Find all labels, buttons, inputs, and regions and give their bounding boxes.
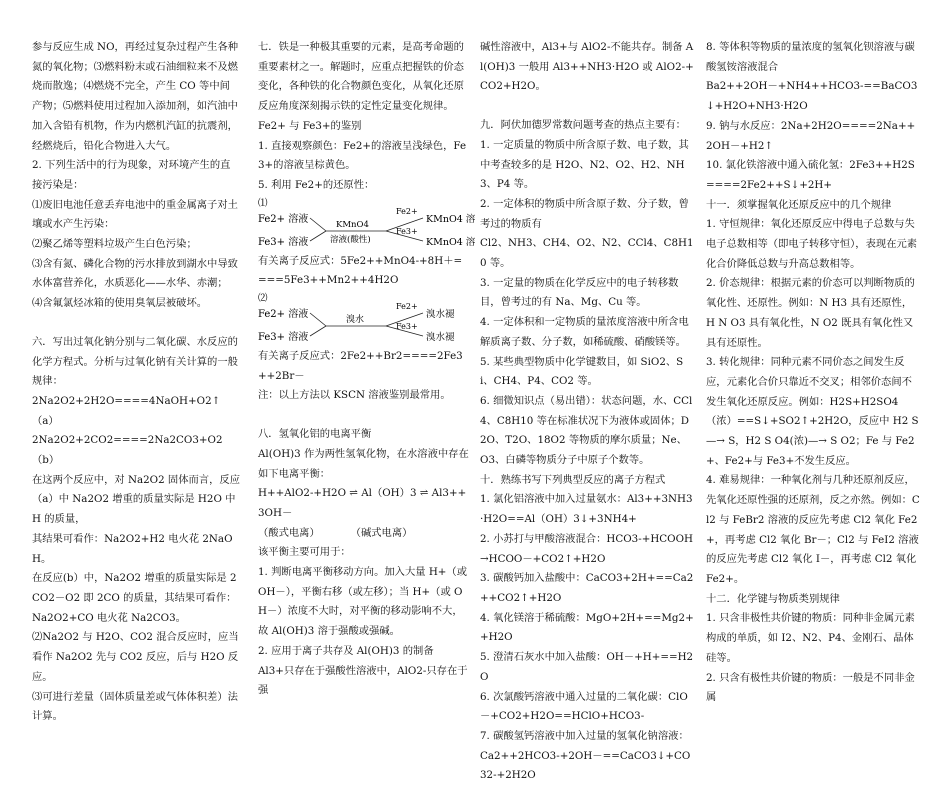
reagent-label: 溴水 bbox=[346, 315, 365, 326]
equation: 其结果可看作：Na2O2+H2 电火花 2NaOH。 bbox=[32, 532, 233, 565]
paragraph: ⑴废旧电池任意丢弃电池中的重金属离子对土壤或水产生污染： bbox=[32, 198, 238, 231]
result-label: KMnO4 溶 bbox=[426, 213, 476, 225]
diagram-prefix: ⑴ bbox=[258, 197, 268, 209]
paragraph: 3. 转化规律：同种元素不同价态之间发生反应，元素化合价只靠近不交叉；相邻价态间不发生氧化还原反应。例如：H2S+H2SO4（浓）==S↓+SO2↑+2H2O，反应中 H2 S —→ S，H2 S O4(浓)—→ S O2；Fe 与 Fe2+、Fe2+与 Fe3+不发生反应。 bbox=[706, 356, 919, 467]
section-heading: 六．写出过氧化钠分别与二氧化碳、水反应的化学方程式。分析与过氧化钠有关计算的一般规律： bbox=[32, 335, 238, 388]
equilibrium-equation: H++AlO2-+H2O ⇌ Al（OH）3 ⇌ Al3++3OH－ bbox=[258, 487, 467, 519]
equilibrium-labels: （酸式电离） （碱式电离） bbox=[258, 526, 413, 539]
equation: 4. 氧化镁溶于稀硫酸：MgO+2H+==Mg2++H2O bbox=[480, 611, 694, 644]
section-heading: 十一．须掌握氧化还原反应中的几个规律 bbox=[706, 198, 892, 211]
fe3-solution: Fe3+ 溶液 bbox=[258, 236, 309, 248]
equation: 有关离子反应式：2Fe2++Br2====2Fe3++2Br－ bbox=[258, 350, 463, 382]
fe3-ion-label: Fe3+ bbox=[396, 322, 418, 332]
column-3 bbox=[480, 38, 694, 786]
paragraph: 在反应(b）中，Na2O2 增重的质量实际是 2CO2－O2 即 2CO 的质量，其结果可看作：Na2O2+CO 电火花 Na2CO3。 bbox=[32, 572, 237, 624]
paragraph: 6. 细微知识点（易出错）：状态问题，水、CCl4、C8H10 等在标准状况下为液体或固体；D2O、T2O、18O2 等物质的摩尔质量；Ne、O3、白磷等物质分子中原子个数等。 bbox=[480, 394, 693, 467]
paragraph: 2. 应用于离子共存及 Al(OH)3 的制备 bbox=[258, 644, 434, 657]
paragraph: 1. 只含非极性共价键的物质：同种非金属元素构成的单质，如 I2、N2、P4、金刚石、晶体硅等。 bbox=[706, 612, 915, 664]
equation: 2. 小苏打与甲酸溶液混合：HCO3-+HCOOH→HCOO－+CO2↑+H2O bbox=[480, 532, 694, 565]
equation: 5. 澄清石灰水中加入盐酸：OH－+H+==H2O bbox=[480, 651, 694, 683]
section-heading: 七．铁是一种极其重要的元素，是高考命题的重要素材之一。解题时，应重点把握铁的价态变化，各种铁的化合物颜色变化，从氧化还原反应角度深刻揭示铁的定性定量变化规律。 bbox=[258, 41, 464, 113]
paragraph: 4. 一定体积和一定物质的量浓度溶液中所含电解质离子数、分子数，如稀硫酸、硝酸镁等。 bbox=[480, 316, 689, 348]
section-heading: 十二．化学键与物质类别规律 bbox=[706, 592, 840, 605]
fe2-solution: Fe2+ 溶液 bbox=[258, 213, 309, 225]
paragraph: ⑶含有氮、磷化合物的污水排放到湖水中导致水体富营养化，水质恶化——水华、赤潮； bbox=[32, 257, 238, 290]
equation: 7. 碳酸氢钙溶液中加入过量的氢氧化钠溶液：Ca2++2HCO3-+2OH－==CaCO3↓+CO32-+2H2O bbox=[480, 729, 691, 782]
paragraph: 参与反应生成 NO，再经过复杂过程产生各种氮的氧化物；⑶燃料粉末或石油细粒来不及燃烧而散逸；⑷燃烧不完全，产生 CO 等中间产物；⑸燃料使用过程加入添加剂，如汽油中加入含铅有机物，作为内燃机汽缸的抗震剂，经燃烧后，铅化合物进入大气。 bbox=[32, 41, 239, 152]
reagent-label: KMnO4 bbox=[336, 219, 369, 230]
fe3-ion-label: Fe3+ bbox=[396, 226, 418, 236]
section-heading: 十．熟练书写下列典型反应的离子方程式 bbox=[480, 473, 666, 486]
equation: 9. 钠与水反应：2Na+2H2O====2Na++2OH－+H2↑ bbox=[706, 119, 916, 152]
paragraph: Al3+只存在于强酸性溶液中，AlO2-只存在于强 bbox=[258, 664, 468, 697]
fe3-solution: Fe3+ 溶液 bbox=[258, 332, 309, 344]
column-4 bbox=[706, 38, 920, 708]
paragraph: ⑵聚乙烯等塑料垃圾产生白色污染； bbox=[32, 238, 197, 251]
equation: 3. 碳酸钙加入盐酸中：CaCO3+2H+==Ca2++CO2↑+H2O bbox=[480, 572, 694, 604]
section-heading: 九．阿伏加德罗常数问题考查的热点主要有： bbox=[480, 119, 686, 132]
section-heading: 八．氢氧化铝的电离平衡 bbox=[258, 428, 372, 441]
paragraph: 5. 利用 Fe2+的还原性： bbox=[258, 178, 375, 191]
fe2-ion-label: Fe2+ bbox=[396, 206, 418, 216]
equation: 有关离子反应式：5Fe2++MnO4-+8H＋====5Fe3++Mn2++4H2O bbox=[258, 254, 463, 287]
paragraph: Al(OH)3 作为两性氢氧化物，在水溶液中存在如下电离平衡： bbox=[258, 447, 469, 480]
equation: Ba2++2OH－+NH4++HCO3-==BaCO3↓+H2O+NH3·H2O bbox=[706, 80, 918, 113]
fe2-solution: Fe2+ 溶液 bbox=[258, 309, 309, 321]
bromine-test-diagram bbox=[258, 291, 470, 347]
paragraph: 在这两个反应中，对 Na2O2 固体而言，反应（a）中 Na2O2 增重的质量实际是 H2O 中 H 的质量， bbox=[32, 473, 240, 526]
paragraph: ⑶可进行差量（固体质量差或气体体积差）法计算。 bbox=[32, 690, 238, 723]
paragraph: 碱性溶液中，Al3+与 AlO2-不能共存。制备 Al(OH)3 一般用 Al3++NH3·H2O 或 AlO2-+CO2+H2O。 bbox=[480, 41, 694, 93]
paragraph: ⑵Na2O2 与 H2O、CO2 混合反应时，应当看作 Na2O2 先与 CO2 反应，后与 H2O 反应。 bbox=[32, 631, 239, 683]
result-label: 溴水褪 bbox=[426, 332, 455, 344]
paragraph: 3. 一定量的物质在化学反应中的电子转移数目，曾考过的有 Na、Mg、Cu 等。 bbox=[480, 276, 679, 309]
paragraph: 2. 价态规律：根据元素的价态可以判断物质的氧化性、还原性。例如：N H3 具有还原性，H N O3 具有氧化性，N O2 既具有氧化性又具有还原性。 bbox=[706, 277, 915, 349]
paragraph: 该平衡主要可用于： bbox=[258, 546, 351, 559]
paragraph: 1. 守恒规律：氧化还原反应中得电子总数与失电子总数相等（即电子转移守恒），表现在元素化合价降低总数与升高总数相等。 bbox=[706, 218, 918, 270]
paragraph: 5. 某些典型物质中化学键数目，如 SiO2、Si、CH4、P4、CO2 等。 bbox=[480, 355, 684, 388]
paragraph: 1. 判断电离平衡移动方向。加入大量 H+（或 OH－），平衡右移（或左移）；当 H+（或 OH－）浓度不大时，对平衡的移动影响不大，故 Al(OH)3 溶于强酸或强碱。 bbox=[258, 566, 468, 638]
equation: 6. 次氯酸钙溶液中通入过量的二氧化碳：ClO－+CO2+H2O==HClO+HCO3- bbox=[480, 690, 688, 723]
equation: 2Na2O2+2CO2====2Na2CO3+O2 （b） bbox=[32, 434, 233, 467]
paragraph: 4. 难易规律：一种氧化剂与几种还原剂反应，先氧化还原性强的还原剂，反之亦然。例如：Cl2 与 FeBr2 溶液的反应先考虑 Cl2 氧化 Fe2+，再考虑 Cl2 氧化 Br－；Cl2 与 FeI2 溶液的反应先考虑 Cl2 氧化 I－，再考虑 Cl2 氧化 Fe2+。 bbox=[706, 474, 920, 585]
column-1 bbox=[32, 38, 240, 727]
equation: 2Na2O2+2H2O====4NaOH+O2↑ （a） bbox=[32, 394, 231, 427]
paragraph: 2. 下列生活中的行为现象，对环境产生的直接污染是： bbox=[32, 159, 231, 191]
paragraph: 2. 一定体积的物质中所含原子数、分子数，曾考过的物质有 bbox=[480, 197, 689, 230]
paragraph: Cl2、NH3、CH4、O2、N2、CCl4、C8H10 等。 bbox=[480, 237, 694, 270]
kmno4-test-diagram bbox=[258, 196, 476, 252]
result-label: KMnO4 溶 bbox=[426, 236, 476, 248]
paragraph: 1. 一定质量的物质中所含原子数、电子数，其中考查较多的是 H2O、N2、O2、H2、NH3、P4 等。 bbox=[480, 138, 689, 191]
paragraph: 8. 等体积等物质的量浓度的氢氧化钡溶液与碳酸氢铵溶液混合 bbox=[706, 41, 915, 73]
paragraph: 1. 直接观察颜色：Fe2+的溶液呈浅绿色，Fe3+的溶液呈棕黄色。 bbox=[258, 139, 467, 172]
result-label: 溴水褪 bbox=[426, 309, 455, 321]
equation: 10. 氯化铁溶液中通入硫化氢：2Fe3++H2S====2Fe2++S↓+2H+ bbox=[706, 159, 915, 191]
paragraph: 2. 只含有极性共价键的物质：一般是不同非金属 bbox=[706, 671, 915, 704]
condition-label: 溶液(酸性) bbox=[330, 234, 371, 245]
note: 注：以上方法以 KSCN 溶液鉴别最常用。 bbox=[258, 389, 451, 402]
diagram-prefix: ⑵ bbox=[258, 293, 268, 305]
column-2 bbox=[258, 38, 476, 701]
paragraph: ⑷含氟氯烃冰箱的使用臭氧层被破坏。 bbox=[32, 297, 208, 310]
subheading: Fe2+ 与 Fe3+的鉴别 bbox=[258, 119, 362, 132]
equation: 1. 氯化铝溶液中加入过量氨水：Al3++3NH3·H2O==Al（OH）3↓+3NH4+ bbox=[480, 493, 693, 526]
fe2-ion-label: Fe2+ bbox=[396, 302, 418, 312]
